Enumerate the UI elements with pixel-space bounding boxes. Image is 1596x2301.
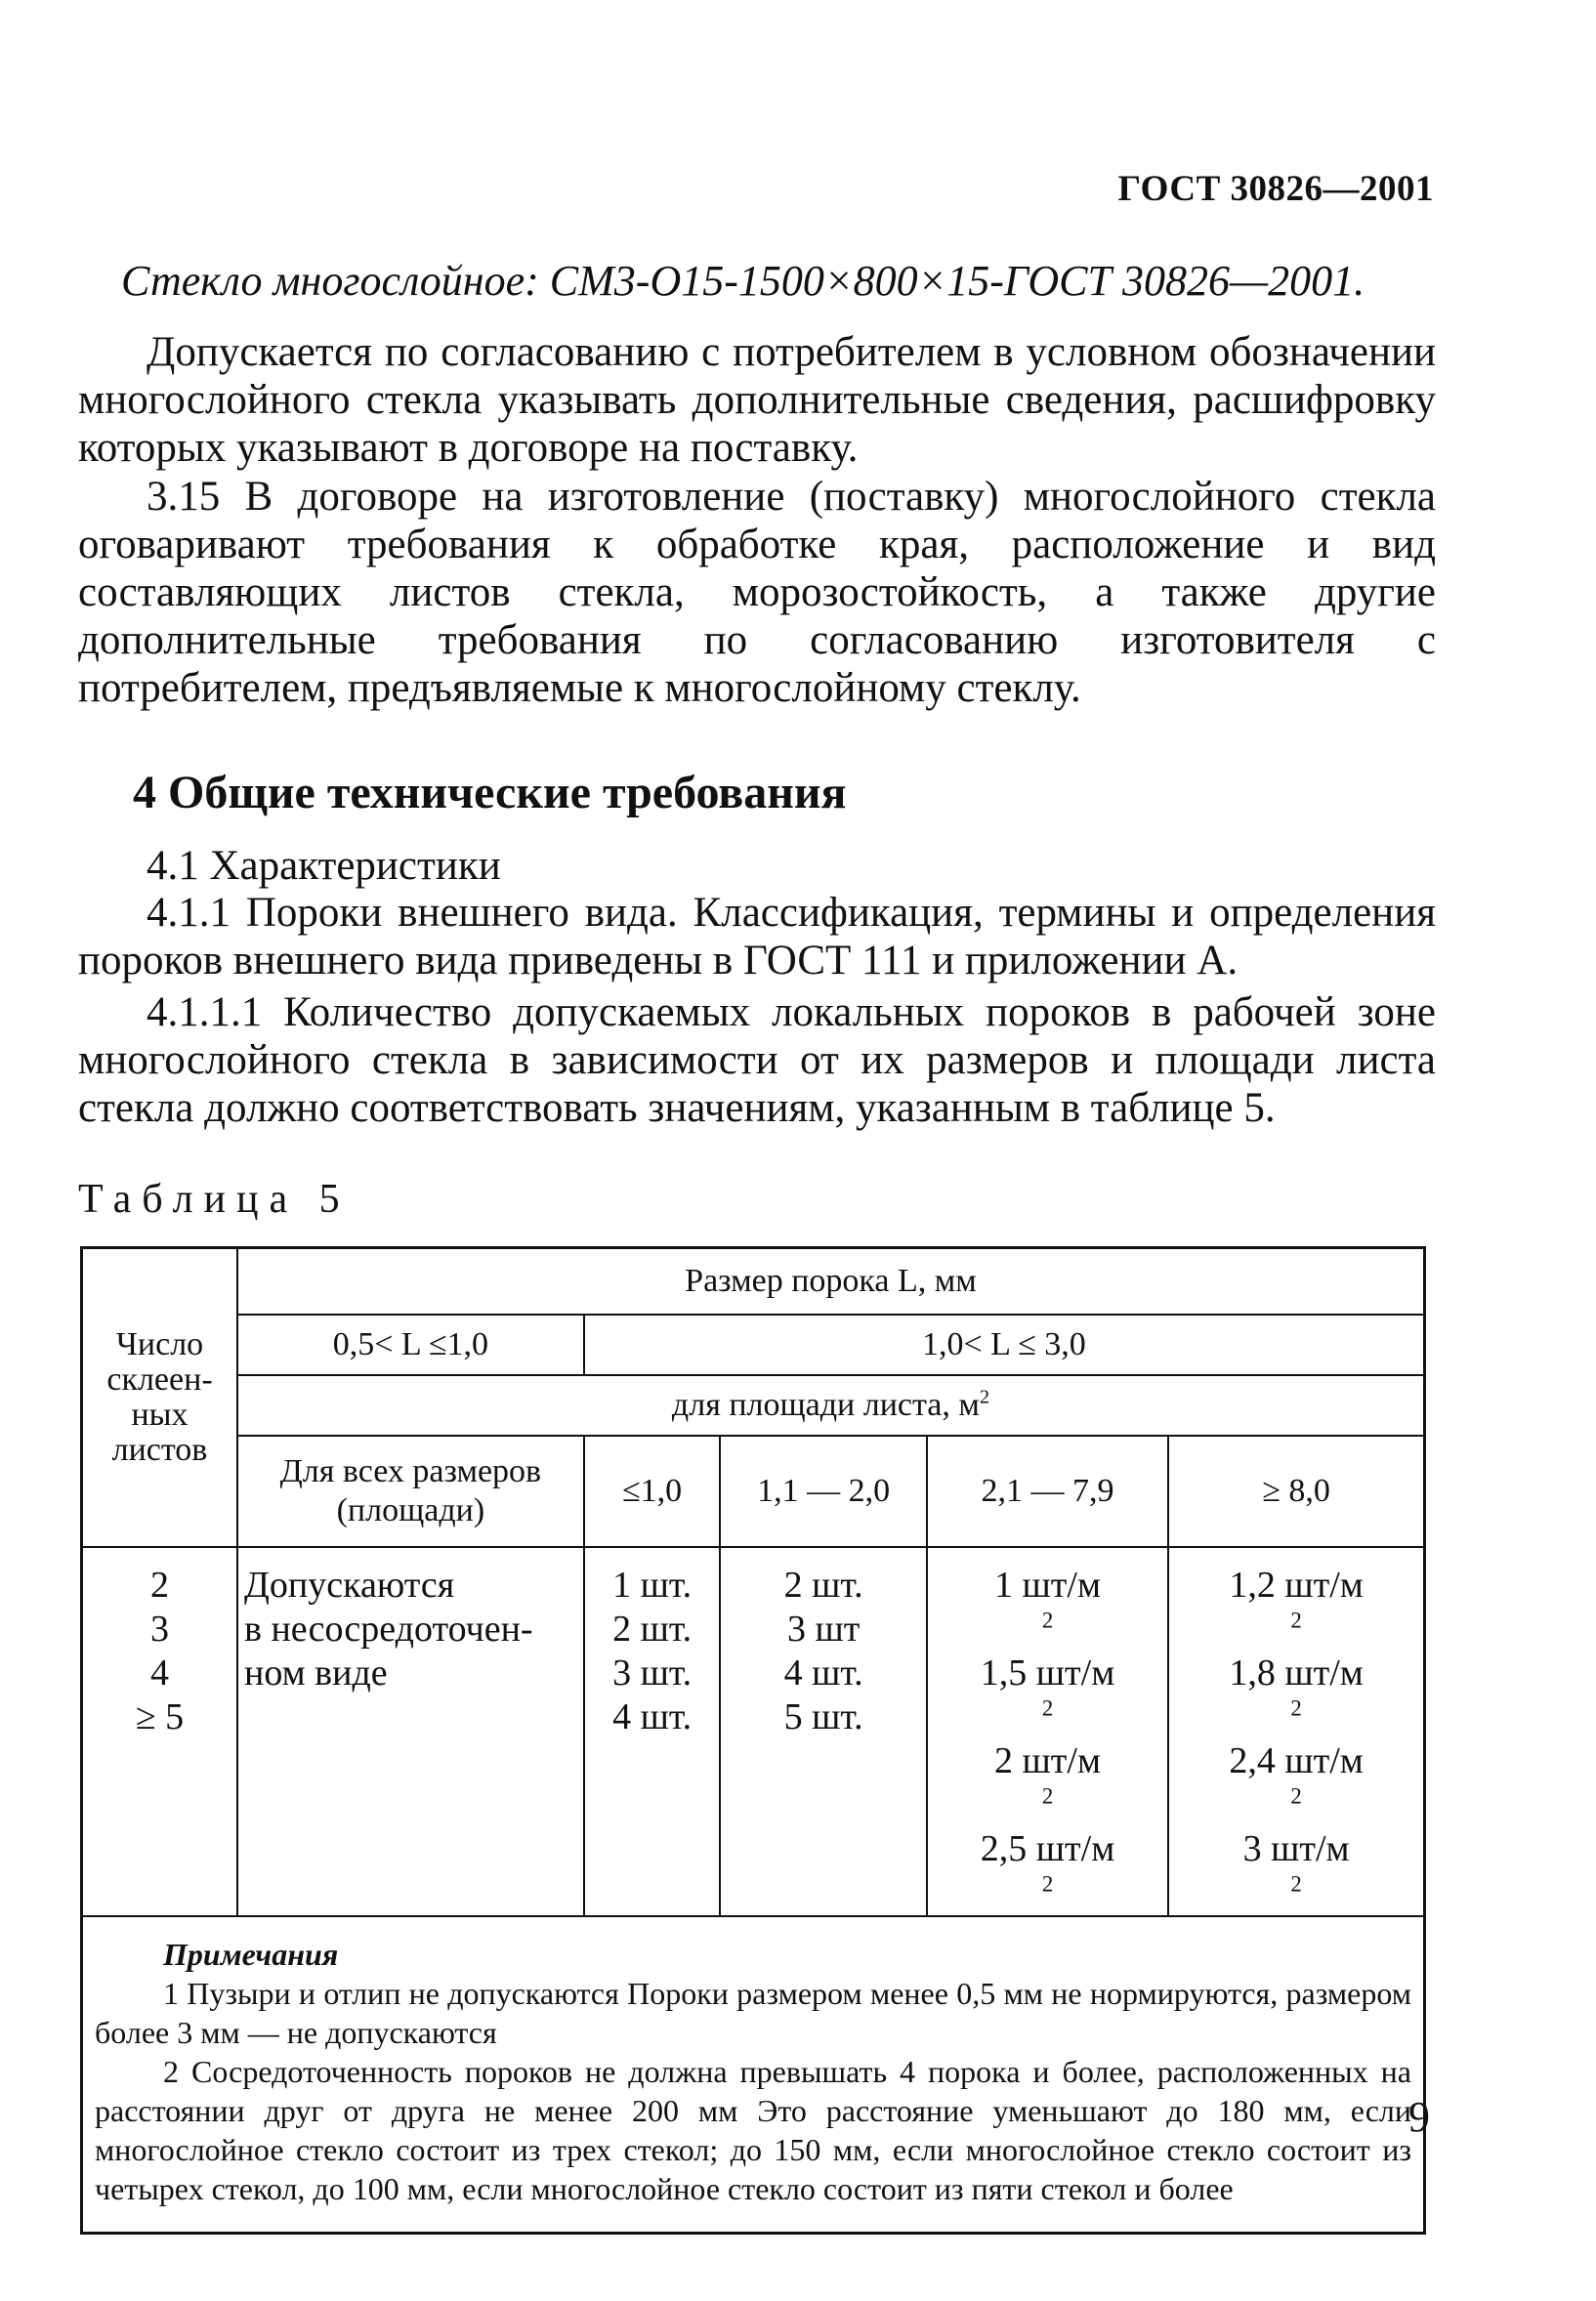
unit-sup: 2 <box>1041 1871 1054 1897</box>
unit-sup: 2 <box>1041 1695 1054 1721</box>
count-value: 3 шт <box>786 1609 861 1650</box>
sheets-count-value: 3 <box>150 1609 169 1650</box>
col-1-1-2-0-cell <box>720 1547 926 1916</box>
area-header <box>237 1375 1424 1436</box>
density-value <box>1175 1827 1417 1915</box>
defect-size-header: Размер порока L, мм <box>237 1248 1424 1316</box>
density-number: 2 шт/м <box>994 1740 1102 1781</box>
density-number: 1,2 шт/м <box>1229 1565 1364 1606</box>
allowed-text-line: ном виде <box>244 1653 388 1694</box>
clause-4-1-1-text: 4.1.1 Пороки внешнего вида. Классификация, термины и определения пороков внешнего вида приведены в ГОСТ 111 и приложении А. <box>78 890 1436 983</box>
range-small-header: 0,5< L ≤1,0 <box>237 1315 584 1375</box>
density-number: 2,4 шт/м <box>1229 1740 1364 1781</box>
area-header-sup: 2 <box>979 1386 990 1408</box>
col-1-1-2-0-header: 1,1 — 2,0 <box>720 1436 926 1547</box>
density-value <box>1175 1739 1417 1827</box>
unit-sup: 2 <box>1290 1783 1302 1809</box>
density-number: 3 шт/м <box>1242 1828 1350 1869</box>
clause-4-1-1 <box>78 889 1436 984</box>
sheets-count-cell <box>82 1547 238 1916</box>
density-number: 1,8 шт/м <box>1229 1653 1364 1694</box>
allowed-text-cell <box>237 1547 584 1916</box>
clause-4-1-1-1-text: 4.1.1.1 Количество допускаемых локальных пороков в рабочей зоне многослойного стекла в зависимости от их размеров и площади листа стекла должно соответствовать значениям, указанным в таблице 5. <box>78 989 1436 1131</box>
col-ge-8-header: ≥ 8,0 <box>1168 1436 1424 1547</box>
sheets-count-value: ≥ 5 <box>135 1696 185 1737</box>
clause-3-15-text: 3.15 В договоре на изготовление (поставку) многослойного стекла оговаривают требования к обработке края, расположение и вид составляющих листов стекла, морозостойкость, а также другие дополнительные требования по согласованию изготовителя с потребителем, предъявляемые к многослойному стеклу. <box>78 474 1436 711</box>
count-value: 4 шт. <box>783 1653 863 1694</box>
col-all-sizes-header: Для всех размеров (площади) <box>237 1436 584 1547</box>
col-le-1-header: ≤1,0 <box>584 1436 721 1547</box>
allowed-text-line: в несосредоточен- <box>244 1609 533 1650</box>
allowed-text-line: Допускаются <box>244 1565 455 1606</box>
document-code: ГОСТ 30826—2001 <box>1117 169 1434 209</box>
col-2-1-7-9-cell <box>927 1547 1168 1916</box>
clause-4-1-1-1 <box>78 988 1436 1132</box>
density-number: 1,5 шт/м <box>980 1653 1115 1694</box>
col-2-1-7-9-header: 2,1 — 7,9 <box>927 1436 1168 1547</box>
col-le-1-cell <box>584 1547 721 1916</box>
clause-4-1-text: 4.1 Характеристики <box>147 843 501 889</box>
col-ge-8-cell <box>1168 1547 1424 1916</box>
count-value: 4 шт. <box>612 1696 693 1737</box>
designation-example: Стекло многослойное: СМ3-О15-1500×800×15-ГОСТ 30826—2001. <box>121 257 1365 305</box>
table-caption: Таблица 5 <box>78 1177 351 1222</box>
density-value <box>934 1739 1161 1827</box>
density-number: 2,5 шт/м <box>980 1828 1115 1869</box>
density-number: 1 шт/м <box>994 1565 1102 1606</box>
section-4-title: 4 Общие технические требования <box>133 767 847 818</box>
defects-table <box>80 1246 1426 2235</box>
count-value: 1 шт. <box>612 1565 693 1606</box>
sheets-count-header: Число склеен-ных листов <box>82 1248 238 1548</box>
sheets-count-value: 2 <box>150 1565 169 1606</box>
table-notes <box>82 1916 1425 2234</box>
unit-sup: 2 <box>1290 1695 1302 1721</box>
note-1: 1 Пузыри и отлип не допускаются Пороки размером менее 0,5 мм не нормируются, размером более 3 мм — не допускаются <box>95 1976 1411 2050</box>
count-value: 2 шт. <box>612 1609 693 1650</box>
density-value <box>1175 1652 1417 1739</box>
clause-3-15-paragraph <box>78 473 1436 712</box>
clause-4-1 <box>78 842 1436 890</box>
density-value <box>1175 1564 1417 1652</box>
unit-sup: 2 <box>1290 1608 1302 1633</box>
notes-title: Примечания <box>163 1937 339 1972</box>
page-number: 9 <box>1408 2093 1430 2141</box>
density-value <box>934 1652 1161 1739</box>
range-large-header: 1,0< L ≤ 3,0 <box>584 1315 1425 1375</box>
density-value <box>934 1827 1161 1915</box>
area-header-text: для площади листа, м <box>671 1387 980 1423</box>
density-value <box>934 1564 1161 1652</box>
count-value: 5 шт. <box>783 1696 863 1737</box>
unit-sup: 2 <box>1290 1871 1302 1897</box>
count-value: 2 шт. <box>783 1565 863 1606</box>
note-2: 2 Сосредоточенность пороков не должна превышать 4 порока и более, расположенных на расстоянии друг от друга не менее 200 мм Это расстояние уменьшают до 180 мм, если многослойное стекло состоит из трех стекол; до 150 мм, если многослойное стекло состоит из четырех стекол, до 100 мм, если многослойное стекло состоит из пяти стекол и более <box>95 2054 1411 2206</box>
designation-note-text: Допускается по согласованию с потребителем в условном обозначении многослойного стекла указывать дополнительные сведения, расшифровку которых указывают в договоре на поставку. <box>78 329 1436 471</box>
designation-note-paragraph <box>78 328 1436 472</box>
count-value: 3 шт. <box>612 1653 693 1694</box>
sheets-count-value: 4 <box>150 1653 169 1694</box>
unit-sup: 2 <box>1041 1608 1054 1633</box>
unit-sup: 2 <box>1041 1783 1054 1809</box>
